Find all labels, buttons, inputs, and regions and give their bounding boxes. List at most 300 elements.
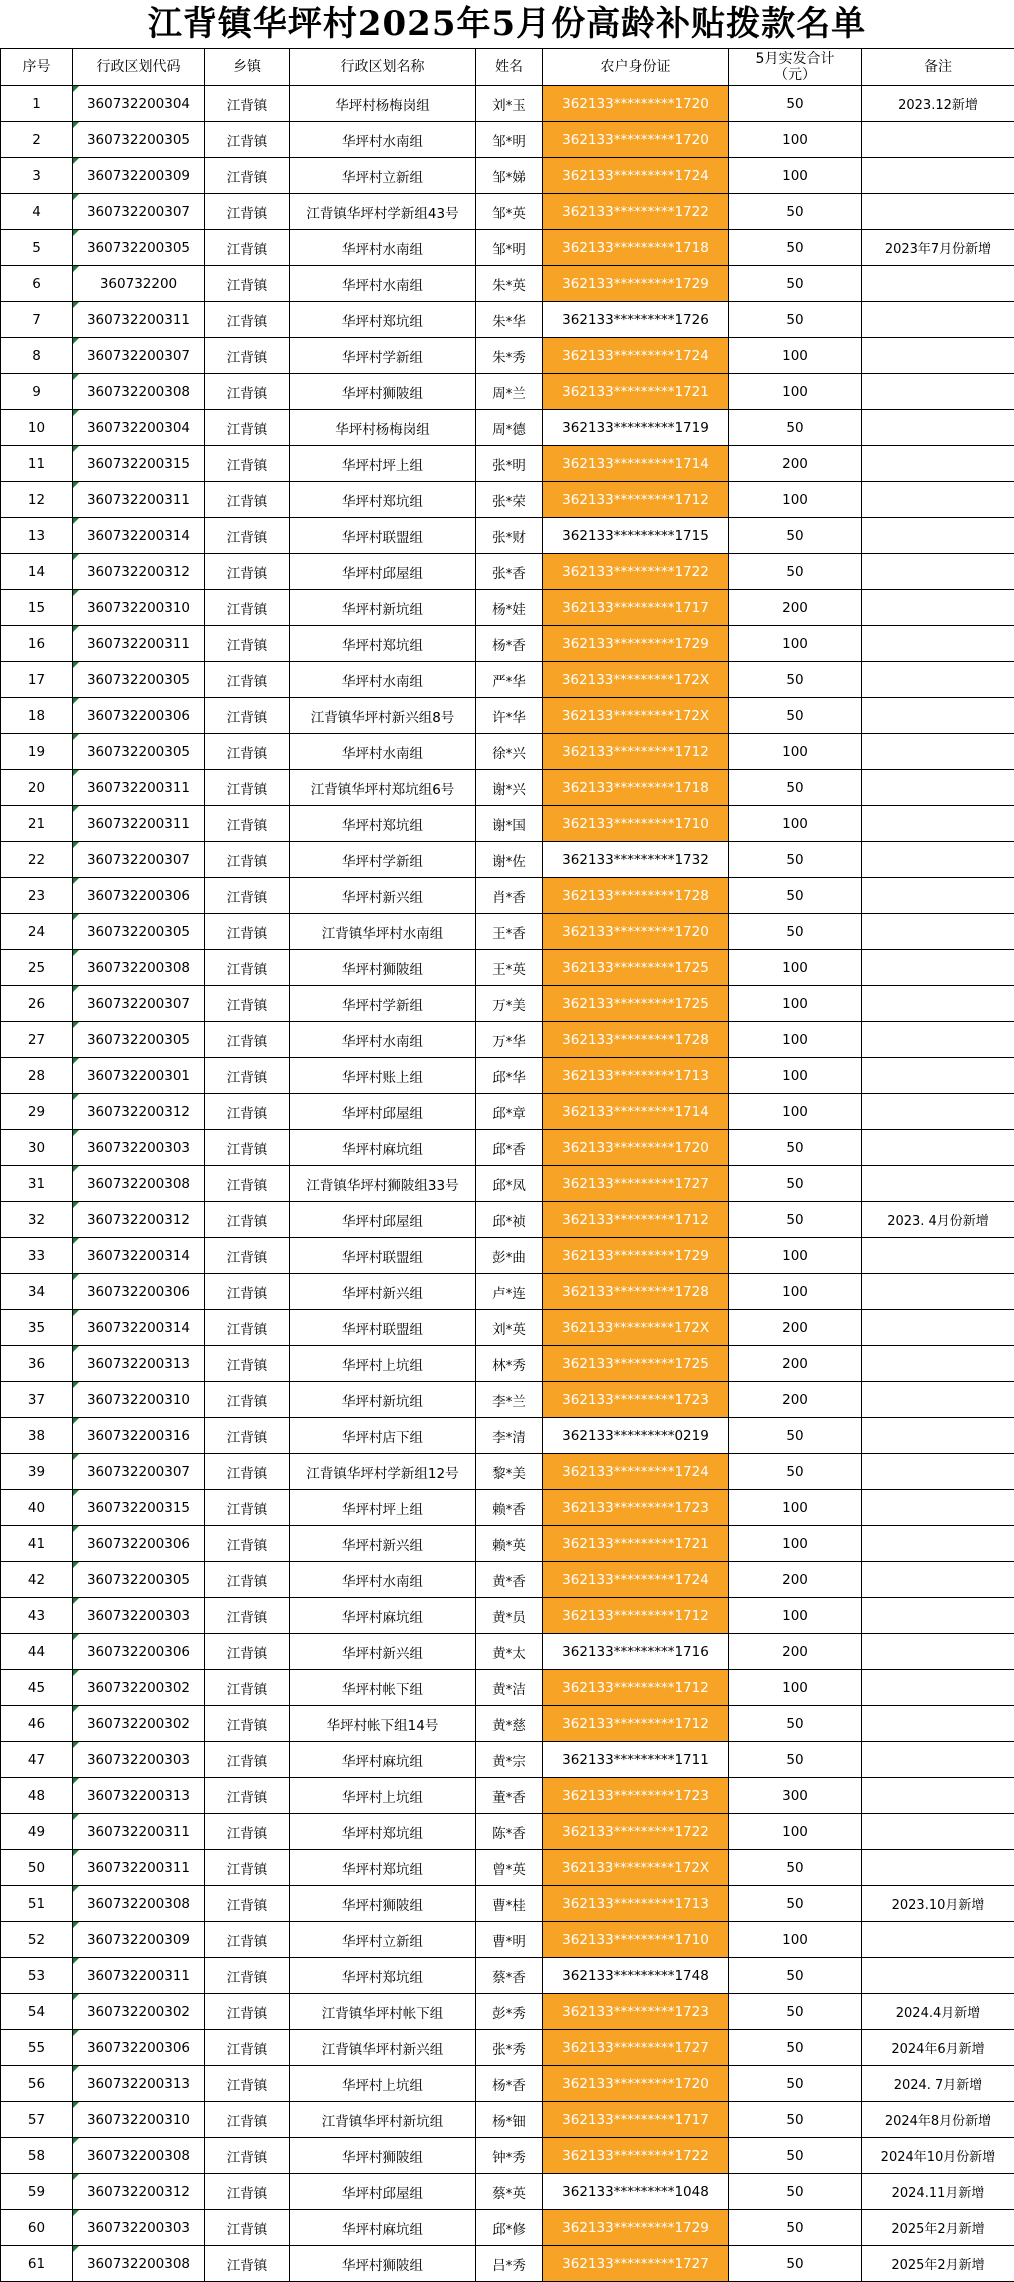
cell-town: 江背镇 — [205, 338, 290, 374]
cell-no: 16 — [1, 626, 73, 662]
cell-note — [862, 1274, 1014, 1310]
cell-amount: 50 — [729, 1886, 862, 1922]
table-row — [1, 446, 1014, 482]
cell-amount: 200 — [729, 590, 862, 626]
cell-name: 蔡*香 — [476, 1958, 543, 1994]
cell-note — [862, 1490, 1014, 1526]
cell-name: 黄*太 — [476, 1634, 543, 1670]
cell-town: 江背镇 — [205, 1202, 290, 1238]
cell-area: 江背镇华坪村帐下组 — [290, 1994, 476, 2030]
cell-name: 杨*香 — [476, 2066, 543, 2102]
cell-note — [862, 1346, 1014, 1382]
cell-note — [862, 1166, 1014, 1202]
cell-no: 20 — [1, 770, 73, 806]
cell-amount: 50 — [729, 1166, 862, 1202]
cell-area: 华坪村水南组 — [290, 662, 476, 698]
cell-id: 362133*********1717 — [543, 590, 729, 626]
cell-name: 肖*香 — [476, 878, 543, 914]
cell-area: 华坪村狮陂组 — [290, 950, 476, 986]
cell-code: 360732200311 — [73, 770, 205, 806]
cell-no: 46 — [1, 1706, 73, 1742]
cell-amount: 50 — [729, 2246, 862, 2282]
cell-note — [862, 914, 1014, 950]
cell-town: 江背镇 — [205, 1706, 290, 1742]
table-row — [1, 1094, 1014, 1130]
cell-area: 江背镇华坪村郑坑组6号 — [290, 770, 476, 806]
cell-town: 江背镇 — [205, 1418, 290, 1454]
cell-amount: 50 — [729, 554, 862, 590]
cell-id: 362133*********172X — [543, 1850, 729, 1886]
cell-id: 362133*********1710 — [543, 806, 729, 842]
cell-note — [862, 1562, 1014, 1598]
cell-amount: 200 — [729, 1310, 862, 1346]
cell-note — [862, 1742, 1014, 1778]
cell-amount: 50 — [729, 1454, 862, 1490]
cell-amount: 50 — [729, 1202, 862, 1238]
cell-amount: 50 — [729, 266, 862, 302]
cell-town: 江背镇 — [205, 1850, 290, 1886]
cell-area: 华坪村狮陂组 — [290, 1886, 476, 1922]
cell-code: 360732200307 — [73, 986, 205, 1022]
cell-area: 华坪村水南组 — [290, 266, 476, 302]
cell-area: 江背镇华坪村新兴组8号 — [290, 698, 476, 734]
table-row — [1, 518, 1014, 554]
cell-area: 华坪村上坑组 — [290, 1346, 476, 1382]
table-row — [1, 914, 1014, 950]
col-header-note: 备注 — [862, 49, 1014, 86]
table-row — [1, 1562, 1014, 1598]
cell-area: 华坪村新坑组 — [290, 590, 476, 626]
cell-name: 赖*香 — [476, 1490, 543, 1526]
cell-note — [862, 590, 1014, 626]
cell-code: 360732200304 — [73, 410, 205, 446]
cell-town: 江背镇 — [205, 914, 290, 950]
cell-id: 362133*********1720 — [543, 2066, 729, 2102]
cell-no: 56 — [1, 2066, 73, 2102]
cell-area: 华坪村郑坑组 — [290, 302, 476, 338]
table-row — [1, 2066, 1014, 2102]
table-row — [1, 302, 1014, 338]
cell-code: 360732200306 — [73, 2030, 205, 2066]
cell-code: 360732200312 — [73, 1094, 205, 1130]
cell-town: 江背镇 — [205, 1814, 290, 1850]
cell-area: 华坪村麻坑组 — [290, 1598, 476, 1634]
cell-id: 362133*********1720 — [543, 122, 729, 158]
table-row — [1, 1526, 1014, 1562]
cell-code: 360732200311 — [73, 1958, 205, 1994]
cell-note: 2023.10月新增 — [862, 1886, 1014, 1922]
cell-town: 江背镇 — [205, 734, 290, 770]
cell-id: 362133*********1712 — [543, 1706, 729, 1742]
cell-area: 华坪村立新组 — [290, 1922, 476, 1958]
cell-id: 362133*********1713 — [543, 1886, 729, 1922]
cell-town: 江背镇 — [205, 1094, 290, 1130]
cell-note — [862, 1778, 1014, 1814]
cell-id: 362133*********1717 — [543, 2102, 729, 2138]
cell-area: 华坪村新兴组 — [290, 1274, 476, 1310]
cell-area: 华坪村郑坑组 — [290, 1814, 476, 1850]
cell-note — [862, 410, 1014, 446]
cell-no: 45 — [1, 1670, 73, 1706]
cell-note — [862, 1526, 1014, 1562]
cell-note — [862, 878, 1014, 914]
cell-town: 江背镇 — [205, 482, 290, 518]
cell-amount: 50 — [729, 1130, 862, 1166]
cell-note — [862, 698, 1014, 734]
cell-town: 江背镇 — [205, 698, 290, 734]
table-row — [1, 698, 1014, 734]
cell-name: 邱*华 — [476, 1058, 543, 1094]
cell-area: 华坪村郑坑组 — [290, 1958, 476, 1994]
cell-town: 江背镇 — [205, 554, 290, 590]
cell-area: 华坪村麻坑组 — [290, 2210, 476, 2246]
cell-name: 张*香 — [476, 554, 543, 590]
cell-name: 曹*明 — [476, 1922, 543, 1958]
cell-code: 360732200310 — [73, 590, 205, 626]
cell-code: 360732200311 — [73, 482, 205, 518]
cell-town: 江背镇 — [205, 1454, 290, 1490]
cell-code: 360732200306 — [73, 1634, 205, 1670]
cell-no: 24 — [1, 914, 73, 950]
cell-area: 华坪村立新组 — [290, 158, 476, 194]
cell-area: 华坪村新兴组 — [290, 878, 476, 914]
table-row — [1, 1958, 1014, 1994]
cell-name: 朱*秀 — [476, 338, 543, 374]
cell-code: 360732200305 — [73, 122, 205, 158]
cell-no: 14 — [1, 554, 73, 590]
cell-name: 朱*华 — [476, 302, 543, 338]
table-row — [1, 1598, 1014, 1634]
table-row — [1, 1346, 1014, 1382]
cell-name: 林*秀 — [476, 1346, 543, 1382]
table-row — [1, 734, 1014, 770]
cell-amount: 100 — [729, 338, 862, 374]
cell-amount: 50 — [729, 302, 862, 338]
table-row — [1, 1022, 1014, 1058]
cell-id: 362133*********1723 — [543, 1382, 729, 1418]
cell-id: 362133*********1712 — [543, 1202, 729, 1238]
cell-town: 江背镇 — [205, 2138, 290, 2174]
cell-id: 362133*********1722 — [543, 194, 729, 230]
cell-code: 360732200307 — [73, 842, 205, 878]
table-row — [1, 1922, 1014, 1958]
cell-amount: 100 — [729, 626, 862, 662]
cell-area: 华坪村帐下组 — [290, 1670, 476, 1706]
cell-town: 江背镇 — [205, 1058, 290, 1094]
cell-id: 362133*********1748 — [543, 1958, 729, 1994]
cell-town: 江背镇 — [205, 158, 290, 194]
cell-code: 360732200304 — [73, 86, 205, 122]
cell-amount: 200 — [729, 446, 862, 482]
cell-no: 60 — [1, 2210, 73, 2246]
cell-no: 2 — [1, 122, 73, 158]
cell-town: 江背镇 — [205, 1130, 290, 1166]
cell-town: 江背镇 — [205, 194, 290, 230]
cell-name: 王*香 — [476, 914, 543, 950]
cell-no: 4 — [1, 194, 73, 230]
cell-town: 江背镇 — [205, 2030, 290, 2066]
cell-name: 邱*凤 — [476, 1166, 543, 1202]
cell-name: 李*兰 — [476, 1382, 543, 1418]
table-row — [1, 590, 1014, 626]
cell-code: 360732200308 — [73, 1166, 205, 1202]
cell-no: 32 — [1, 1202, 73, 1238]
cell-town: 江背镇 — [205, 302, 290, 338]
cell-id: 362133*********1713 — [543, 1058, 729, 1094]
cell-note — [862, 734, 1014, 770]
cell-amount: 50 — [729, 518, 862, 554]
cell-area: 华坪村郑坑组 — [290, 482, 476, 518]
cell-area: 华坪村麻坑组 — [290, 1130, 476, 1166]
cell-name: 邱*香 — [476, 1130, 543, 1166]
table-row — [1, 1058, 1014, 1094]
table-row — [1, 1994, 1014, 2030]
cell-town: 江背镇 — [205, 2066, 290, 2102]
cell-amount: 50 — [729, 194, 862, 230]
cell-name: 蔡*英 — [476, 2174, 543, 2210]
cell-area: 华坪村新坑组 — [290, 1382, 476, 1418]
table-row — [1, 554, 1014, 590]
table-row — [1, 230, 1014, 266]
cell-note — [862, 338, 1014, 374]
cell-no: 26 — [1, 986, 73, 1022]
cell-town: 江背镇 — [205, 410, 290, 446]
cell-code: 360732200312 — [73, 1202, 205, 1238]
cell-amount: 100 — [729, 1922, 862, 1958]
table-row — [1, 410, 1014, 446]
cell-note — [862, 1130, 1014, 1166]
cell-id: 362133*********0219 — [543, 1418, 729, 1454]
cell-id: 362133*********1710 — [543, 1922, 729, 1958]
cell-area: 华坪村邱屋组 — [290, 1094, 476, 1130]
cell-name: 李*清 — [476, 1418, 543, 1454]
cell-no: 28 — [1, 1058, 73, 1094]
sheet-title: 江背镇华坪村2025年5月份高龄补贴拨款名单 — [147, 4, 867, 44]
cell-code: 360732200302 — [73, 1670, 205, 1706]
table-row — [1, 2030, 1014, 2066]
cell-note — [862, 662, 1014, 698]
cell-id: 362133*********1720 — [543, 914, 729, 950]
cell-note: 2024.11月新增 — [862, 2174, 1014, 2210]
cell-name: 黄*香 — [476, 1562, 543, 1598]
cell-amount: 200 — [729, 1634, 862, 1670]
cell-code: 360732200303 — [73, 1742, 205, 1778]
cell-note — [862, 950, 1014, 986]
cell-area: 华坪村杨梅岗组 — [290, 86, 476, 122]
col-header-id: 农户身份证 — [543, 49, 729, 86]
cell-area: 华坪村学新组 — [290, 986, 476, 1022]
table-row — [1, 1778, 1014, 1814]
cell-area: 华坪村杨梅岗组 — [290, 410, 476, 446]
table-row — [1, 1202, 1014, 1238]
cell-id: 362133*********1714 — [543, 446, 729, 482]
table-row — [1, 1814, 1014, 1850]
table-row — [1, 86, 1014, 122]
cell-town: 江背镇 — [205, 1994, 290, 2030]
cell-id: 362133*********1048 — [543, 2174, 729, 2210]
table-row — [1, 662, 1014, 698]
cell-amount: 100 — [729, 1238, 862, 1274]
cell-code: 360732200308 — [73, 2246, 205, 2282]
cell-note: 2024年10月份新增 — [862, 2138, 1014, 2174]
cell-amount: 200 — [729, 1562, 862, 1598]
cell-amount: 100 — [729, 1814, 862, 1850]
cell-name: 张*荣 — [476, 482, 543, 518]
table-row — [1, 1382, 1014, 1418]
cell-note: 2023年7月份新增 — [862, 230, 1014, 266]
cell-name: 邱*章 — [476, 1094, 543, 1130]
cell-name: 赖*英 — [476, 1526, 543, 1562]
cell-note — [862, 554, 1014, 590]
cell-no: 55 — [1, 2030, 73, 2066]
cell-no: 33 — [1, 1238, 73, 1274]
cell-name: 王*英 — [476, 950, 543, 986]
cell-town: 江背镇 — [205, 122, 290, 158]
cell-no: 53 — [1, 1958, 73, 1994]
cell-no: 41 — [1, 1526, 73, 1562]
cell-area: 华坪村账上组 — [290, 1058, 476, 1094]
cell-note — [862, 518, 1014, 554]
cell-code: 360732200 — [73, 266, 205, 302]
table-row — [1, 626, 1014, 662]
cell-amount: 50 — [729, 1850, 862, 1886]
cell-no: 7 — [1, 302, 73, 338]
cell-code: 360732200305 — [73, 1022, 205, 1058]
cell-area: 华坪村帐下组14号 — [290, 1706, 476, 1742]
cell-id: 362133*********1711 — [543, 1742, 729, 1778]
cell-code: 360732200307 — [73, 1454, 205, 1490]
cell-no: 37 — [1, 1382, 73, 1418]
cell-note: 2025年2月新增 — [862, 2210, 1014, 2246]
col-header-town: 乡镇 — [205, 49, 290, 86]
cell-area: 华坪村联盟组 — [290, 1310, 476, 1346]
cell-id: 362133*********1723 — [543, 1490, 729, 1526]
cell-code: 360732200302 — [73, 1706, 205, 1742]
cell-code: 360732200311 — [73, 1850, 205, 1886]
cell-name: 刘*玉 — [476, 86, 543, 122]
cell-id: 362133*********1722 — [543, 554, 729, 590]
cell-name: 杨*钿 — [476, 2102, 543, 2138]
cell-area: 华坪村狮陂组 — [290, 2138, 476, 2174]
cell-code: 360732200303 — [73, 2210, 205, 2246]
cell-name: 谢*国 — [476, 806, 543, 842]
cell-town: 江背镇 — [205, 1166, 290, 1202]
cell-id: 362133*********1729 — [543, 266, 729, 302]
cell-name: 张*财 — [476, 518, 543, 554]
cell-note — [862, 446, 1014, 482]
cell-amount: 50 — [729, 1706, 862, 1742]
cell-name: 谢*兴 — [476, 770, 543, 806]
cell-code: 360732200307 — [73, 338, 205, 374]
cell-town: 江背镇 — [205, 986, 290, 1022]
cell-no: 38 — [1, 1418, 73, 1454]
cell-code: 360732200305 — [73, 662, 205, 698]
cell-area: 江背镇华坪村新坑组 — [290, 2102, 476, 2138]
cell-town: 江背镇 — [205, 2102, 290, 2138]
cell-code: 360732200308 — [73, 1886, 205, 1922]
cell-name: 邹*明 — [476, 230, 543, 266]
table-row — [1, 1850, 1014, 1886]
cell-area: 华坪村邱屋组 — [290, 1202, 476, 1238]
cell-no: 5 — [1, 230, 73, 266]
cell-amount: 100 — [729, 1274, 862, 1310]
cell-code: 360732200313 — [73, 2066, 205, 2102]
table-row — [1, 1490, 1014, 1526]
cell-town: 江背镇 — [205, 1562, 290, 1598]
cell-code: 360732200305 — [73, 230, 205, 266]
table-row — [1, 2102, 1014, 2138]
cell-id: 362133*********1724 — [543, 1562, 729, 1598]
cell-no: 12 — [1, 482, 73, 518]
table-row — [1, 1310, 1014, 1346]
cell-no: 15 — [1, 590, 73, 626]
cell-code: 360732200305 — [73, 914, 205, 950]
cell-amount: 50 — [729, 878, 862, 914]
cell-note: 2024年6月新增 — [862, 2030, 1014, 2066]
cell-amount: 50 — [729, 842, 862, 878]
cell-name: 邹*明 — [476, 122, 543, 158]
cell-code: 360732200314 — [73, 518, 205, 554]
cell-code: 360732200312 — [73, 554, 205, 590]
cell-code: 360732200312 — [73, 2174, 205, 2210]
col-header-name: 姓名 — [476, 49, 543, 86]
cell-name: 邱*修 — [476, 2210, 543, 2246]
table-row — [1, 2210, 1014, 2246]
cell-area: 华坪村郑坑组 — [290, 626, 476, 662]
col-header-code: 行政区划代码 — [73, 49, 205, 86]
cell-no: 58 — [1, 2138, 73, 2174]
cell-id: 362133*********1725 — [543, 950, 729, 986]
cell-town: 江背镇 — [205, 1382, 290, 1418]
cell-note — [862, 1058, 1014, 1094]
cell-no: 19 — [1, 734, 73, 770]
cell-town: 江背镇 — [205, 1778, 290, 1814]
col-header-no: 序号 — [1, 49, 73, 86]
cell-code: 360732200311 — [73, 806, 205, 842]
cell-area: 华坪村坪上组 — [290, 1490, 476, 1526]
cell-town: 江背镇 — [205, 1886, 290, 1922]
cell-code: 360732200310 — [73, 1382, 205, 1418]
cell-no: 21 — [1, 806, 73, 842]
cell-note — [862, 1958, 1014, 1994]
cell-note — [862, 626, 1014, 662]
table-row — [1, 950, 1014, 986]
cell-amount: 50 — [729, 2030, 862, 2066]
cell-amount: 50 — [729, 410, 862, 446]
cell-note — [862, 1310, 1014, 1346]
cell-amount: 200 — [729, 1346, 862, 1382]
cell-area: 江背镇华坪村学新组12号 — [290, 1454, 476, 1490]
cell-note — [862, 1598, 1014, 1634]
cell-name: 曾*英 — [476, 1850, 543, 1886]
cell-no: 40 — [1, 1490, 73, 1526]
cell-no: 27 — [1, 1022, 73, 1058]
cell-id: 362133*********1719 — [543, 410, 729, 446]
cell-town: 江背镇 — [205, 662, 290, 698]
cell-name: 董*香 — [476, 1778, 543, 1814]
cell-id: 362133*********1727 — [543, 2030, 729, 2066]
cell-name: 张*秀 — [476, 2030, 543, 2066]
cell-id: 362133*********1721 — [543, 1526, 729, 1562]
cell-amount: 100 — [729, 482, 862, 518]
cell-no: 39 — [1, 1454, 73, 1490]
cell-code: 360732200310 — [73, 2102, 205, 2138]
cell-name: 彭*曲 — [476, 1238, 543, 1274]
cell-code: 360732200305 — [73, 734, 205, 770]
cell-name: 严*华 — [476, 662, 543, 698]
cell-area: 华坪村狮陂组 — [290, 2246, 476, 2282]
cell-town: 江背镇 — [205, 446, 290, 482]
